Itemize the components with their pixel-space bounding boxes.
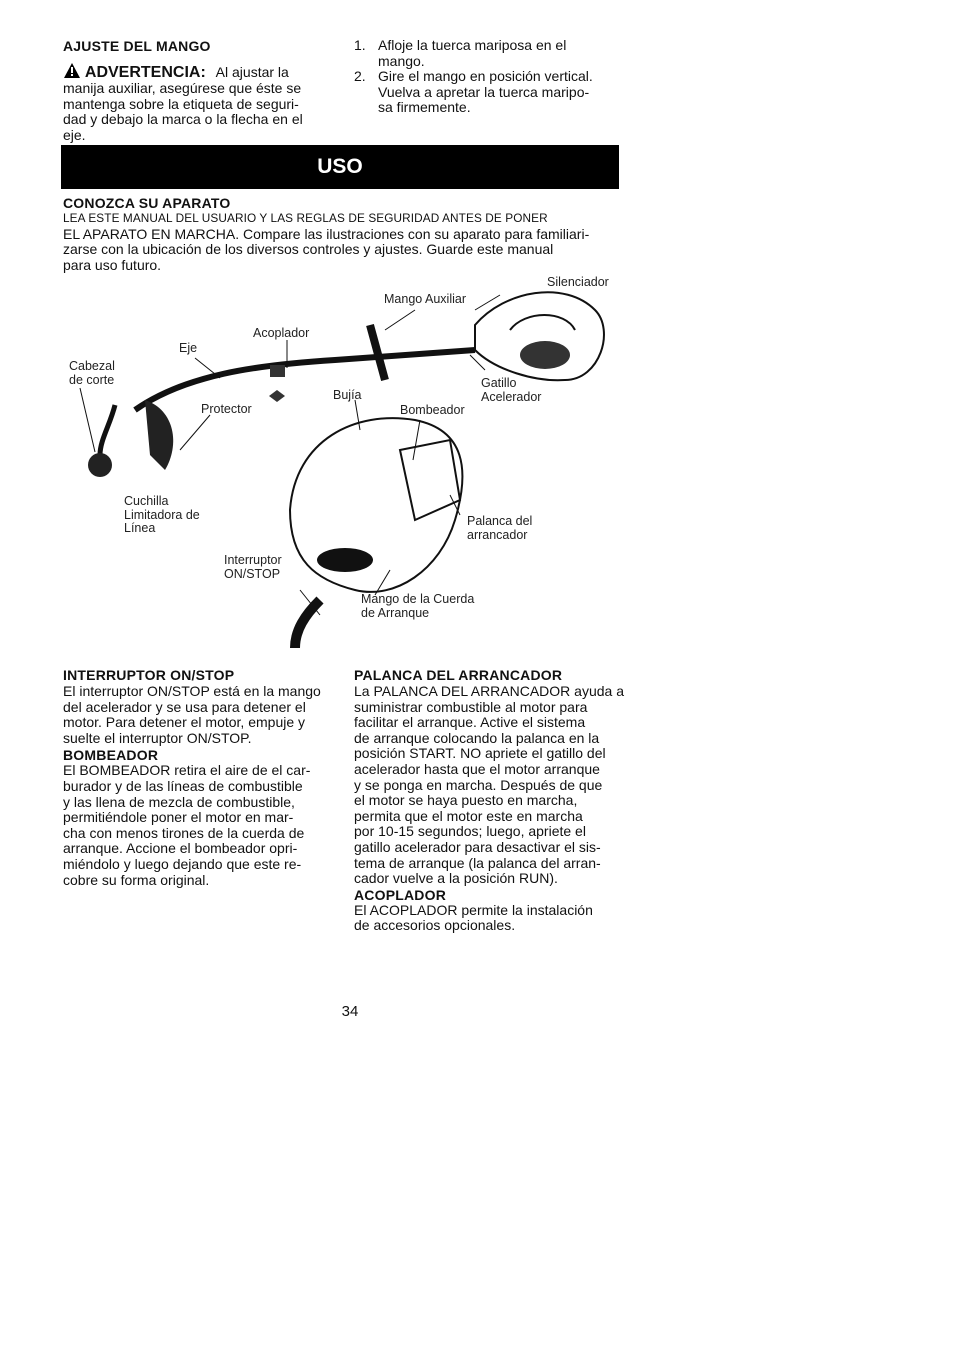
- acoplador-heading: ACOPLADOR: [354, 886, 447, 903]
- label-mango-cuerda: Mango de la Cuerda de Arranque: [361, 592, 475, 620]
- label-interruptor: Interruptor ON/STOP: [224, 553, 282, 581]
- label-palanca: Palanca del arrancador: [467, 514, 533, 542]
- know-text: LEA ESTE MANUAL DEL USUARIO Y LAS REGLAS DE SEGURIDAD ANTES DE PONER EL APARATO EN MARCHA. Compare las ilustraciones con su aparato para familiari- zarse con la ubicación de los diversos controles y ajustes. Guarde este manual para uso futuro.: [63, 211, 590, 273]
- label-bombeador: Bombeador: [400, 403, 465, 417]
- section-banner: USO: [61, 145, 619, 189]
- label-cabezal: Cabezal de corte: [69, 359, 115, 387]
- label-protector: Protector: [201, 402, 252, 416]
- acoplador-text: El ACOPLADOR permite la instalación de accesorios opcionales.: [354, 901, 593, 934]
- label-silenciador: Silenciador: [547, 275, 609, 289]
- right-column: [354, 667, 634, 934]
- warning-block: [63, 62, 333, 144]
- know-heading: CONOZCA SU APARATO: [63, 195, 231, 211]
- label-bujia: Bujía: [333, 388, 362, 402]
- warning-icon: [63, 62, 81, 79]
- label-acoplador: Acoplador: [253, 326, 310, 340]
- label-cuchilla: Cuchilla Limitadora de Línea: [124, 494, 200, 535]
- trimmer-illustration: [55, 270, 635, 655]
- step-1: 1. Afloje la tuerca mariposa en el mango.: [354, 37, 567, 69]
- bombeador-heading: BOMBEADOR: [63, 747, 159, 764]
- palanca-heading: PALANCA DEL ARRANCADOR: [354, 667, 563, 683]
- warning-title: ADVERTENCIA:: [84, 64, 206, 81]
- warning-line-1: manija auxiliar, asegúrese que éste se: [63, 79, 302, 96]
- onstop-heading: INTERRUPTOR ON/STOP: [63, 667, 235, 683]
- step-2: 2. Gire el mango en posición vertical. Vuelva a apretar la tuerca maripo- sa firmemente.: [354, 68, 593, 116]
- warning-line-4: eje.: [63, 127, 86, 144]
- label-mango-auxiliar: Mango Auxiliar: [384, 292, 466, 306]
- onstop-text: El interruptor ON/STOP está en la mango del acelerador y se usa para detener el motor. Para detener el motor, empuje y suelte el interruptor ON/STOP.: [63, 683, 321, 746]
- adjust-heading: AJUSTE DEL MANGO: [63, 38, 211, 54]
- left-column: [63, 667, 343, 888]
- page-number: 34: [341, 1003, 359, 1020]
- palanca-text: La PALANCA DEL ARRANCADOR ayuda a suministrar combustible al motor para facilitar el arranque. Active el sistema de arranque colocando la palanca en la posición START. NO apriete el gatillo del acelerador hasta que el motor arranque y se ponga en marcha. Después de que el motor se haya puesto en marcha, permita que el motor este en marcha por 10-15 segundos; luego, apriete el gatillo acelerador para desactivar el sis- tema de arranque (la palanca del arran- cador vuelve a la posición RUN).: [354, 683, 625, 887]
- trimmer-diagram: [55, 270, 635, 655]
- warning-line-2: mantenga sobre la etiqueta de seguri-: [63, 95, 299, 112]
- label-gatillo: Gatillo Acelerador: [481, 376, 542, 404]
- warning-line-0: Al ajustar la: [215, 64, 289, 80]
- warning-line-3: dad y debajo la marca o la flecha en el: [63, 111, 303, 128]
- adjust-steps: [354, 38, 634, 116]
- label-eje: Eje: [179, 341, 198, 355]
- bombeador-text: El BOMBEADOR retira el aire de el car- burador y de las líneas de combustible y las llena de mezcla de combustible, permitiéndole poner el motor en mar- cha con menos tirones de la cuerda de arranque. Accione el bombeador opri- miéndolo y luego dejando que este re- cobre su forma original.: [63, 762, 311, 888]
